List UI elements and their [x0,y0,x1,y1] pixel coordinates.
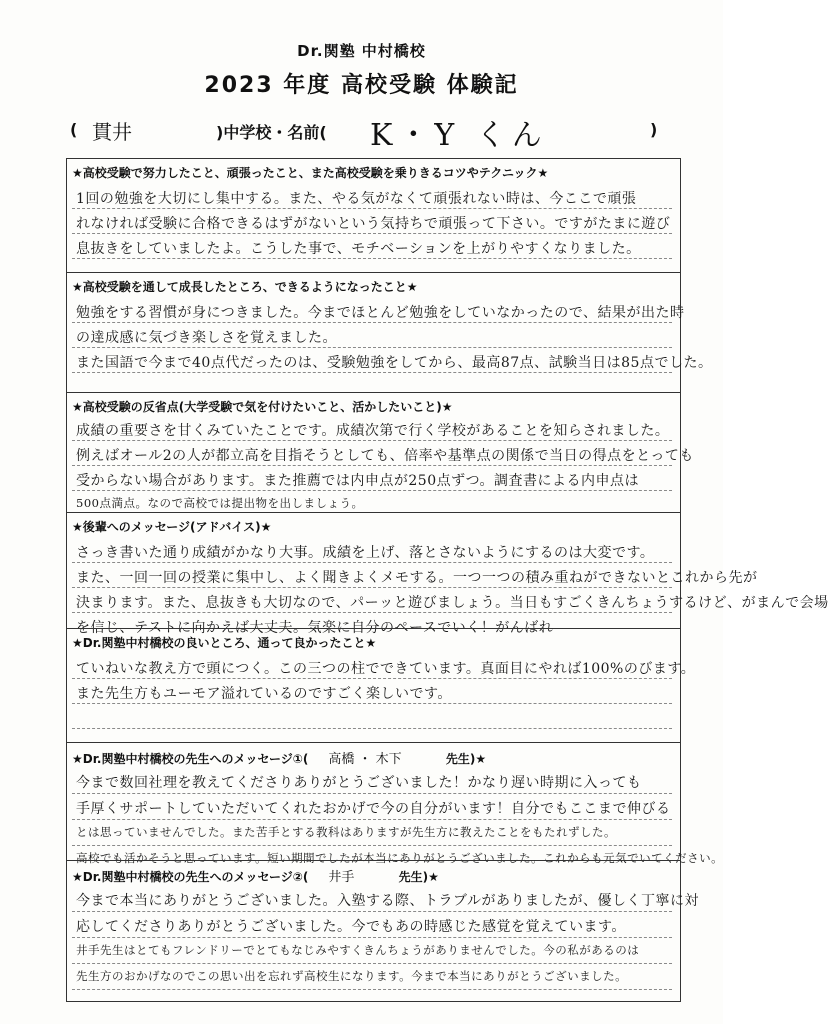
school-name: Dr.関塾 中村橋校 [297,42,426,60]
ruled-line [72,937,672,938]
handwritten-line: また国語で今まで40点代だったのは、受験勉強をしてから、最高87点、試験当日は85点でした。 [76,355,713,371]
handwritten-line: ていねいな教え方で頭につく。この三つの柱でできています。真面目にやれば100%のびます。 [76,661,696,677]
handwritten-line: の達成感に気づき楽しさを覚えました。 [76,330,337,346]
ruled-line [72,612,672,613]
ruled-line [72,845,672,846]
section-heading [72,398,453,415]
section-heading-text: ★高校受験で努力したこと、頑張ったこと、また高校受験を乗りきるコツやテクニック★ [72,166,549,180]
handwritten-line: また先生方もユーモア溢れているのですごく楽しいです。 [76,686,452,702]
handwritten-line: 井手先生はとてもフレンドリーでとてもなじみやすくきんちょうがありませんでした。今の私があるのは [76,943,640,957]
handwritten-line: 受からない場合があります。また推薦では内申点が250点ずつ。調査書による内申点は [76,473,640,489]
handwritten-line: とは思っていませんでした。また苦手とする教科はありますが先生方に教えたことをもたれずした。 [76,825,616,839]
ruled-line [72,372,672,373]
section-heading-text: ★Dr.関塾中村橋校の先生へのメッセージ①( [72,752,309,766]
section-heading [72,634,376,651]
ruled-line [72,703,672,704]
close-paren: ) [650,120,658,139]
handwritten-line: 勉強をする習慣が身につきました。今までほとんど勉強をしていなかったので、結果が出た時 [76,305,685,321]
handwritten-line: 今まで数回社理を教えてくださりありがとうございました！かなり遅い時期に入っても [76,775,642,791]
ruled-line [72,233,672,234]
open-paren: ( [70,120,78,139]
section-heading [72,866,439,885]
page-title: 2023 年度 高校受験 体験記 [204,73,519,98]
handwritten-line: 先生方のおかげなのでこの思い出を忘れず高校生になります。今まで本当にありがとうございました。 [76,969,628,983]
ruled-line [72,793,672,794]
section-heading [72,164,548,181]
junior-high-school-name: 貫井 [92,120,132,144]
ruled-line [72,989,672,990]
teacher-name: 高橋 ・ 木下 [328,752,402,767]
handwritten-line: 高校でも活かそうと思っています。短い期間でしたが本当にありがとうございました。これからも元気でいてください。 [76,851,724,865]
teacher-name: 井手 [328,870,355,885]
school-name-label: )中学校・名前( [216,123,327,142]
ruled-line [72,819,672,820]
section-heading-text: ★Dr.関塾中村橋校の良いところ、通って良かったこと★ [72,636,377,650]
section-heading [72,278,418,295]
handwritten-line: 応してくださりありがとうございました。今でもあの時感じた感覚を覚えています。 [76,919,626,935]
handwritten-line: 決まります。また、息抜きも大切なので、パーッと遊びましょう。当日もすごくきんちょうするけど、がまんで会場 [76,595,829,611]
ruled-line [72,465,672,466]
section-heading [72,518,271,535]
handwritten-line: を信じ、テストに向かえば大丈夫。気楽に自分のペースでいく！がんばれ [76,620,554,636]
handwritten-line: 1回の勉強を大切にし集中する。また、やる気がなくて頑張れない時は、今ここで頑張 [76,191,637,207]
section-heading-text: ★高校受験の反省点(大学受験で気を付けたいこと、活かしたいこと)★ [72,400,453,414]
handwritten-line: また、一回一回の授業に集中し、よく聞きよくメモする。一つ一つの積み重ねができないとこれから先が [76,570,758,586]
handwritten-line: 成績の重要さを甘くみていたことです。成績次第で行く学校があることを知らされました。 [76,423,670,439]
ruled-line [72,728,672,729]
ruled-line [72,322,672,323]
section-divider [66,512,681,513]
handwritten-line: 例えばオール2の人が都立高を目指そうとしても、倍率や基準点の関係で当日の得点をとっても [76,448,694,464]
ruled-line [72,440,672,441]
ruled-line [72,347,672,348]
ruled-line [72,490,672,491]
student-name: K・Y くん [370,118,548,153]
ruled-line [72,587,672,588]
section-divider [66,392,681,393]
handwritten-line: 今まで本当にありがとうございました。入塾する際、トラブルがありましたが、優しく丁寧に対 [76,893,699,909]
student-info-row [70,112,670,153]
ruled-line [72,208,672,209]
ruled-line [72,911,672,912]
section-divider [66,860,681,861]
section-divider [66,742,681,743]
ruled-line [72,258,672,259]
section-heading-tail: 先生)★ [394,870,439,884]
ruled-line [72,678,672,679]
section-heading-text: ★高校受験を通して成長したところ、できるようになったこと★ [72,280,418,294]
section-heading [72,748,486,767]
section-heading-tail: 先生)★ [441,752,487,766]
section-divider [66,272,681,273]
section-heading-text: ★Dr.関塾中村橋校の先生へのメッセージ②( [72,870,309,884]
ruled-line [72,963,672,964]
handwritten-line: 手厚くサポートしていただいてくれたおかげで今の自分がいます！自分でもここまで伸びる [76,801,671,817]
handwritten-line: 息抜きをしていましたよ。こうした事で、モチベーションを上がりやすくなりました。 [76,241,641,257]
handwritten-line: れなければ受験に合格できるはずがないという気持ちで頑張って下さい。ですがたまに遊び [76,216,671,232]
section-divider [66,628,681,629]
handwritten-line: さっき書いた通り成績がかなり大事。成績を上げ、落とさないようにするのは大変です。 [76,545,655,561]
handwritten-line: 500点満点。なので高校では提出物を出しましょう。 [76,496,364,510]
ruled-line [72,562,672,563]
section-heading-text: ★後輩へのメッセージ(アドバイス)★ [72,520,272,534]
